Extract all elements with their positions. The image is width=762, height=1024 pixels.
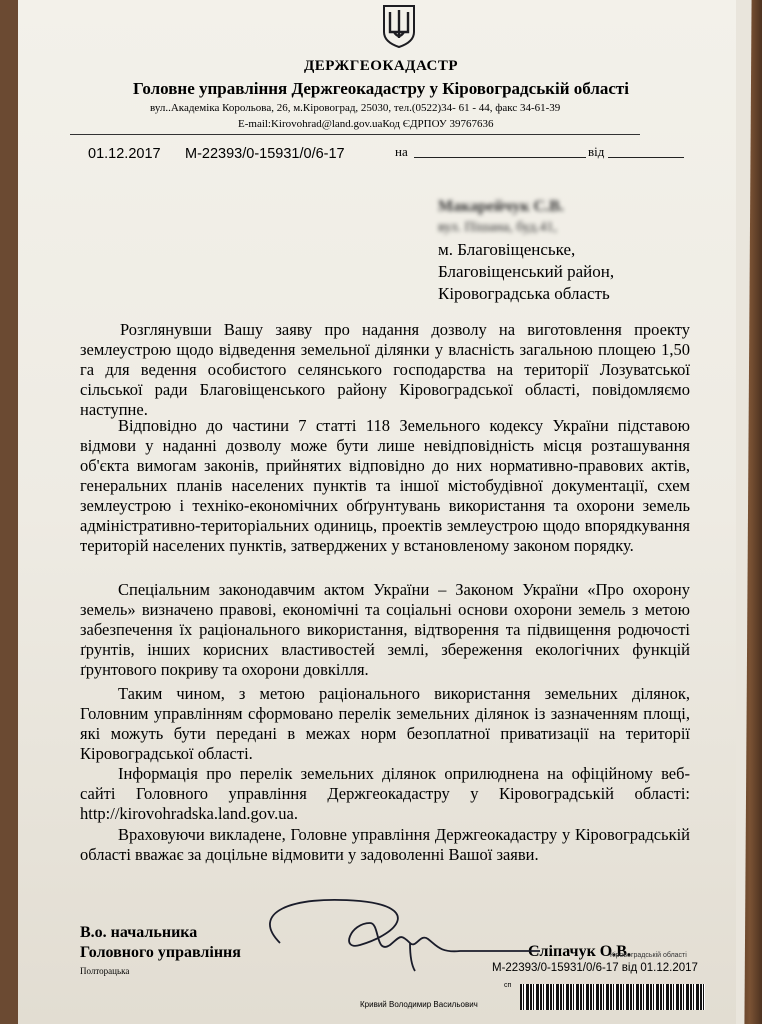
body-paragraph-4: Таким чином, з метою раціонального використання земельних ділянок, Головним управлінням сформовано перелік земельних ділянок із зазначенням площі, які можуть бути передані в межах норм безоплатної приватизації на території Кіровоградської області.: [80, 684, 690, 763]
na-label: на: [395, 144, 408, 159]
email-line: E-mail:Kirovohrad@land.gov.uaКод ЄДРПОУ 39767636: [238, 118, 494, 130]
registration-number: М-22393/0-15931/0/6-17 від 01.12.2017: [492, 962, 698, 974]
addressee-name: Макарейчук С.В.: [438, 198, 564, 215]
reviewer-name: Кривий Володимир Васильович: [360, 1000, 478, 1009]
header-divider: [70, 134, 640, 135]
signer-title-line2: Головного управління: [80, 944, 241, 961]
agency-name: ДЕРЖГЕОКАДАСТР: [303, 58, 459, 74]
handwritten-signature: [250, 893, 550, 973]
addressee-district: Благовіщенський район,: [438, 262, 615, 281]
letter-number: М-22393/0-15931/0/6-17: [185, 146, 345, 162]
addressee-region: Кіровоградська область: [438, 284, 610, 303]
stamp-region: Кіровоградській області: [610, 952, 687, 959]
addressee-city: м. Благовіщенське,: [438, 240, 576, 259]
body-paragraph-5: Інформація про перелік земельних ділянок оприлюднена на офіційному веб-сайті Головного управління Держгеокадастру у Кіровоградській області: http://kirovohradska.land.gov.ua.: [80, 764, 690, 823]
registration-barcode: [520, 984, 705, 1010]
body-paragraph-2: Відповідно до частини 7 статті 118 Земельного кодексу України підставою відмови у наданні дозволу може бути лише невідповідність місця розташування об'єкта вимогам законів, прийнятих відповідно до них нормативно-правових актів, генеральних планів населених пунктів та іншої містобудівної документації, схем землеустрою і техніко-економічних обґрунтувань використання та охорони земель адміністративно-територіальних одиниць, проектів землеустрою щодо впорядкування територій населених пунктів, затверджених у встановленому законом порядку.: [80, 416, 690, 555]
body-paragraph-6: Враховуючи викладене, Головне управління Держгеокадастру у Кіровоградській області вважає за доцільне відмовити у задоволенні Вашої заяви.: [80, 825, 690, 864]
signer-title-line1: В.о. начальника: [80, 924, 198, 941]
executor-name: Полторацька: [80, 966, 130, 976]
stamp-prefix: сп: [504, 982, 512, 989]
body-paragraph-1: Розглянувши Вашу заяву про надання дозволу на виготовлення проекту землеустрою щодо відведення земельної ділянки у власність загальною площею 1,50 га для ведення особистого селянського господарства на території Лозуватської сільської ради Благовіщенського району Кіровоградської області, повідомляємо наступне.: [80, 320, 690, 419]
signer-name: Сліпачук О.В.: [528, 943, 631, 960]
address-line: вул..Академіка Корольова, 26, м.Кіровоград, 25030, тел.(0522)34- 61 - 44, факс 34-61-39: [150, 102, 561, 114]
trident-emblem-icon: [380, 2, 418, 48]
body-paragraph-3: Спеціальним законодавчим актом України – Законом України «Про охорону земель» визначено правові, економічні та соціальні основи охорони земель з метою забезпечення їх раціонального використання, відтворення та підвищення родючості ґрунтів, інших корисних властивостей землі, збереження екологічних функцій ґрунтового покриву та охорони довкілля.: [80, 580, 690, 679]
department-name: Головне управління Держгеокадастру у Кіровоградській області: [133, 79, 629, 98]
vid-underline: [608, 157, 684, 158]
letter-date: 01.12.2017: [88, 146, 161, 162]
addressee-street: вул. Пішана, буд.41,: [438, 220, 558, 235]
vid-label: від: [588, 144, 605, 159]
na-underline: [414, 157, 586, 158]
